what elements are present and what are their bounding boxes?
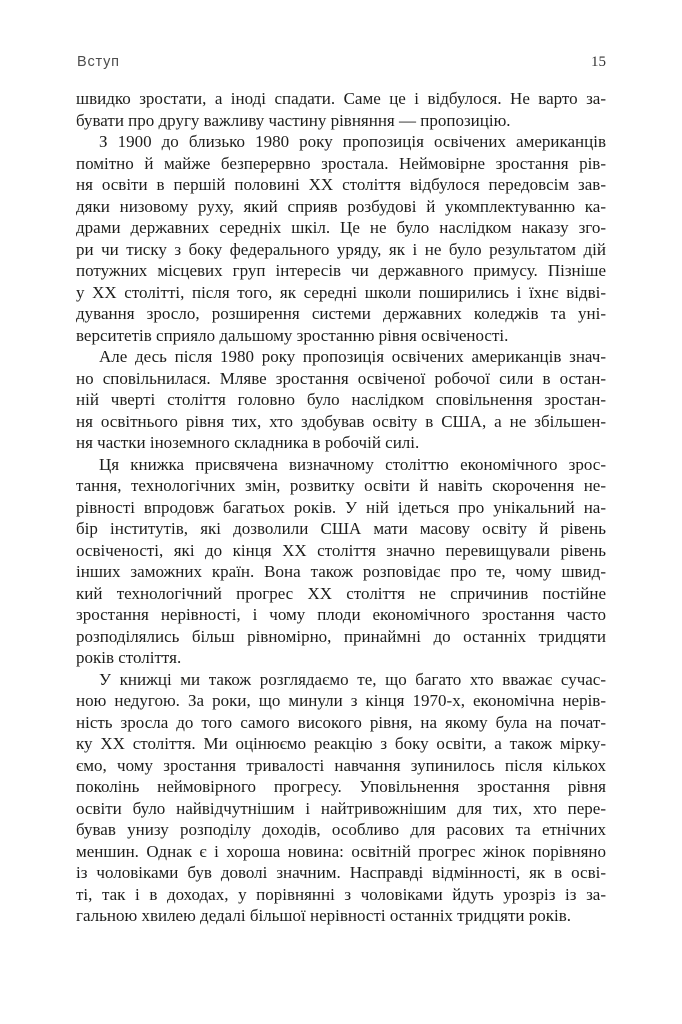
text-line: кий технологічний прогрес XX століття не спричинив постійне bbox=[76, 583, 606, 603]
page-header bbox=[77, 53, 606, 71]
text-line: із чоловіками був доволі значним. Насправді відмінності, як в осві- bbox=[76, 863, 606, 882]
text-line: тання, технологічних змін, розвитку освіти й навіть скорочення не- bbox=[76, 476, 606, 495]
running-title: Вступ bbox=[77, 54, 120, 70]
text-line: років століття. bbox=[76, 648, 182, 667]
text-line: З 1900 до близько 1980 року пропозиція освічених американців bbox=[99, 132, 606, 151]
text-line: ри чи тиску з боку федерального уряду, як і не було результатом дій bbox=[76, 239, 606, 259]
text-line: ку XX століття. Ми оцінюємо реакцію з боку освіти, а також мірку- bbox=[76, 734, 606, 753]
text-line: но сповільнилася. Мляве зростання освіченої робочої сили в остан- bbox=[76, 368, 606, 388]
text-line: бір інститутів, які дозволили США мати масову освіту й рівень bbox=[76, 519, 606, 538]
text-line: дяки низовому руху, який сприяв розбудові й укомплектуванню ка- bbox=[76, 196, 606, 216]
text-line: бувати про другу важливу частину рівняння — пропозицію. bbox=[76, 110, 511, 130]
text-line: ня освітнього рівня тих, хто здобував освіту в США, а не збільшен- bbox=[76, 411, 606, 431]
page-number: 15 bbox=[591, 54, 606, 70]
text-line: дування зросло, розширення системи державних коледжів та уні- bbox=[76, 304, 606, 323]
text-line: бував унизу розподілу доходів, особливо для расових та етнічних bbox=[76, 820, 606, 839]
text-line: ною недугою. За роки, що минули з кінця 1970-х, економічна нерів- bbox=[76, 691, 606, 710]
text-line: ємо, чому зростання тривалості навчання зупинилось після кількох bbox=[76, 755, 606, 775]
text-line: зростання нерівності, і чому плоди економічного зростання часто bbox=[76, 605, 606, 624]
text-line: ній чверті століття головно було наслідком сповільнення зростан- bbox=[76, 390, 606, 409]
text-line: потужних місцевих груп інтересів чи державного примусу. Пізніше bbox=[76, 261, 606, 280]
text-line: інших заможних країн. Вона також розповідає про те, чому швид- bbox=[76, 562, 606, 581]
text-line: поколінь неймовірного прогресу. Уповільнення зростання рівня bbox=[76, 777, 606, 796]
text-line: гальною хвилею дедалі більшої нерівності останніх тридцяти років. bbox=[76, 906, 572, 925]
text-line: освіти було найвідчутнішим і найтривожнішим для тих, хто пере- bbox=[76, 798, 606, 818]
text-line: швидко зростати, а іноді спадати. Саме це і відбулося. Не варто за- bbox=[76, 89, 606, 108]
text-line: освіченості, які до кінця XX століття значно перевищували рівень bbox=[76, 540, 606, 560]
text-line: розподілялись більш рівномірно, принаймні до останніх тридцяти bbox=[76, 626, 606, 646]
text-line: помітно й майже безперервно зростала. Неймовірне зростання рів- bbox=[76, 153, 606, 173]
text-line: Але десь після 1980 року пропозиція освічених американців знач- bbox=[99, 347, 606, 366]
text-line: ність зросла до того самого високого рівня, на якому була на почат- bbox=[76, 712, 606, 732]
text-line: ті, так і в доходах, у порівнянні з чоловіками йдуть урозріз із за- bbox=[76, 884, 606, 904]
text-line: верситетів сприяло дальшому зростанню рівня освіченості. bbox=[76, 325, 509, 345]
text-line: Ця книжка присвячена визначному століттю економічного зрос- bbox=[99, 454, 606, 474]
text-line: у XX столітті, після того, як середні школи поширились і їхнє відві- bbox=[76, 282, 606, 302]
text-line: ня освіти в першій половині XX століття відбулося передовсім зав- bbox=[76, 175, 606, 194]
text-line: рівності впродовж багатьох років. У ній ідеться про унікальний на- bbox=[76, 497, 606, 517]
text-line: У книжці ми також розглядаємо те, що багато хто вважає сучас- bbox=[99, 669, 606, 689]
text-line: драми державних середніх шкіл. Це не було наслідком наказу зго- bbox=[76, 218, 606, 237]
text-line: меншин. Однак є і хороша новина: освітній прогрес жінок порівняно bbox=[76, 841, 606, 861]
body-text bbox=[76, 88, 606, 927]
text-line: ня частки іноземного складника в робочій силі. bbox=[76, 433, 420, 452]
